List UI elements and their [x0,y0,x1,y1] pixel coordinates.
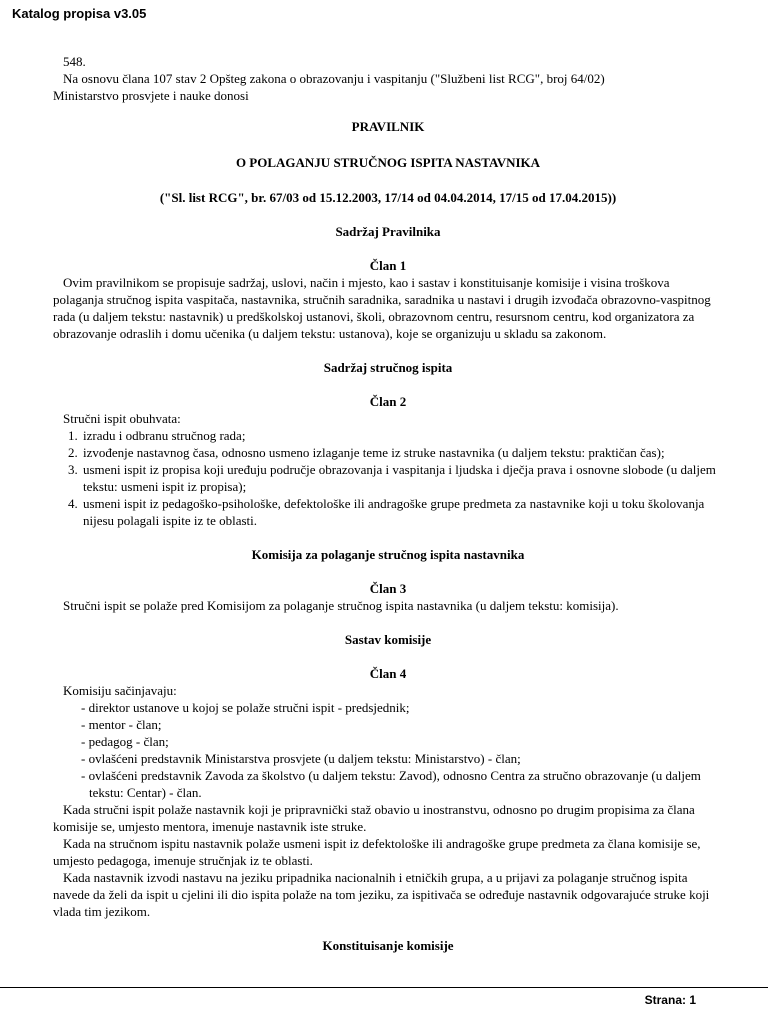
gazette-reference: ("Sl. list RCG", br. 67/03 od 15.12.2003, 17/14 od 04.04.2014, 17/15 od 17.04.2015)) [159,190,617,205]
section-title: Sadržaj Pravilnika [335,224,441,239]
section-title: Komisija za polaganje stručnog ispita nastavnika [251,547,525,562]
article-heading: Član 3 [369,581,407,596]
article-heading: Član 4 [369,666,407,681]
list-item: 2. izvođenje nastavnog časa, odnosno usmeno izlaganje teme iz struke nastavnika (u daljem tekstu: praktičan čas); [81,444,723,461]
list-item: - pedagog - član; [81,734,169,749]
section-title: Sastav komisije [344,632,432,647]
article-paragraph: Ovim pravilnikom se propisuje sadržaj, uslovi, način i mjesto, kao i sastav i konstituisanje komisije i visina troškova polaganja stručnog ispita vaspitača, nastavnika, stručnih saradnika, saradnika u nastavi i drugih izvođača obrazovno-vaspitnog rada (u daljem tekstu: nastavnik) u predškolskoj ustanovi, školi, obrazovnom centru, resursnom centru, kod organizatora za obrazovanje odraslih i domu učenika (u daljem tekstu: ustanova), koje se organizuju u skladu sa zakonom. [53,275,711,341]
intro-line: Na osnovu člana 107 stav 2 Opšteg zakona o obrazovanju i vaspitanju ("Službeni list RCG", broj 64/02) [63,71,605,86]
intro-line: Ministarstvo prosvjete i nauke donosi [53,88,249,103]
list-item: 1. izradu i odbranu stručnog rada; [81,427,723,444]
section-title: Konstituisanje komisije [322,938,454,953]
document-body [53,53,723,954]
article-heading: Član 2 [369,394,407,409]
app-title: Katalog propisa v3.05 [12,6,147,21]
page-number: Strana: 1 [644,993,696,1007]
list-lead: Stručni ispit obuhvata: [63,411,181,426]
document-subject: O POLAGANJU STRUČNOG ISPITA NASTAVNIKA [235,155,541,170]
document-heading: PRAVILNIK [351,119,425,134]
numbered-list [53,427,723,529]
article-paragraph: Kada stručni ispit polaže nastavnik koji je pripravnički staž obavio u inostranstvu, odnosno po drugim propisima za člana komisije se, umjesto mentora, imenuje nastavnik iste struke. [53,802,695,834]
list-item: 4. usmeni ispit iz pedagoško-psihološke, defektološke ili andragoške grupe predmeta za nastavnike koji u toku školovanja nijesu polagali ispite iz te oblasti. [81,495,723,529]
article-paragraph: Kada nastavnik izvodi nastavu na jeziku pripadnika nacionalnih i etničkih grupa, a u prijavi za polaganje stručnog ispita navede da želi da ispit u cjelini ili dio ispita polaže na tom jeziku, za ispitivača se određuje nastavnik odgovarajuće struke koji vlada tim jezikom. [53,870,710,919]
footer-divider [0,987,768,988]
section-title: Sadržaj stručnog ispita [323,360,453,375]
dash-list [53,699,723,801]
list-item: 3. usmeni ispit iz propisa koji uređuju područje obrazovanja i vaspitanja i ljudska i dječja prava i osnovne slobode (u daljem tekstu: usmeni ispit iz propisa); [81,461,723,495]
list-item: - ovlašćeni predstavnik Ministarstva prosvjete (u daljem tekstu: Ministarstvo) - član; [81,751,521,766]
list-item: - ovlašćeni predstavnik Zavoda za školstvo (u daljem tekstu: Zavod), odnosno Centra za stručno obrazovanje (u daljem tekstu: Centar) - član. [81,768,701,800]
article-heading: Član 1 [369,258,407,273]
article-paragraph: Kada na stručnom ispitu nastavnik polaže usmeni ispit iz defektološke ili andragoške grupe predmeta za člana komisije se, umjesto pedagoga, imenuje stručnjak iz te oblasti. [53,836,701,868]
list-lead: Komisiju sačinjavaju: [63,683,177,698]
list-item: - direktor ustanove u kojoj se polaže stručni ispit - predsjednik; [81,700,410,715]
list-item: - mentor - član; [81,717,162,732]
article-paragraph: Stručni ispit se polaže pred Komisijom za polaganje stručnog ispita nastavnika (u daljem tekstu: komisija). [63,598,619,613]
regulation-number: 548. [63,54,86,69]
